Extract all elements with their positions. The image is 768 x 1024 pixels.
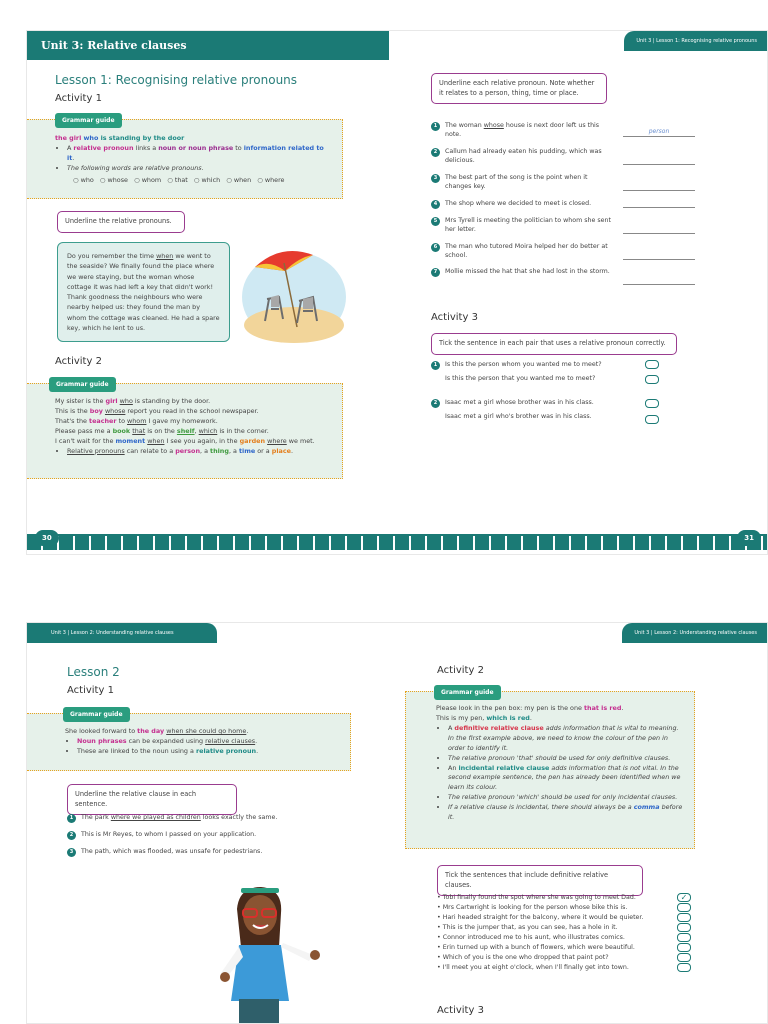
question-item: 2 Callum had already eaten his pudding, which was delicious. (431, 147, 701, 166)
pair-sentence: 1 Is this the person whom you wanted me to meet? (431, 360, 671, 374)
beach-umbrella-illustration (241, 237, 347, 343)
question-item: 5 Mrs Tyrell is meeting the politician to whom she sent her letter. (431, 216, 701, 235)
girl-character-illustration (217, 881, 337, 1024)
lesson-title: Lesson 2 (67, 665, 120, 679)
unit-title-bar: Unit 3: Relative clauses (27, 31, 389, 60)
pronoun-item: ○ where (257, 175, 285, 184)
grammar-guide-3 (27, 713, 351, 771)
definitive-tick-list (437, 893, 697, 973)
clause-sentence: 3 The path, which was flooded, was unsafe for pedestrians. (67, 847, 357, 864)
pronoun-item: ○ when (226, 175, 252, 184)
guide2-line: I can't wait for the moment when I see you again, in the garden where we met. (55, 436, 315, 445)
pronoun-item: ○ whose (99, 175, 128, 184)
tick-box[interactable]: ✓ (677, 893, 691, 902)
page-footer (27, 526, 768, 555)
tick-box[interactable] (677, 913, 691, 922)
answer-line[interactable] (623, 183, 695, 191)
tick-box[interactable] (677, 963, 691, 972)
grammar-guide-2 (27, 383, 343, 479)
pair-sentence: Isaac met a girl who's brother was in his class. (445, 413, 592, 420)
guide4-line: Please look in the pen box: my pen is the one that is red. (436, 704, 624, 712)
pronoun-item: ○ that (167, 175, 188, 184)
grammar-guide-tag: Grammar guide (63, 707, 130, 722)
spread-lesson-2 (26, 622, 768, 1024)
tick-sentence: • Hari headed straight for the balcony, where it would be quieter. (437, 914, 644, 921)
answer-line[interactable] (623, 252, 695, 260)
seaside-story-box: Do you remember the time when we went to the seaside? We finally found the place where we were staying, but the woman whose cottage it was had left a key that didn't work! Thank goodness the neighbours who were nearby helped us: they found the man by whom the cottage was cleaned. He had a spare key, which he lent to us. (57, 242, 230, 342)
grammar-guide-1 (27, 119, 343, 199)
guide4-line: This is my pen, which is red. (436, 713, 532, 722)
tick-sentence: • Which of you is the one who dropped that paint pot? (437, 954, 609, 961)
guide2-bullet: • Relative pronouns can relate to a person, a thing, a time or a place. (67, 447, 332, 457)
question-item: 4 The shop where we decided to meet is closed. (431, 199, 701, 209)
activity-2-heading: Activity 2 (437, 665, 484, 676)
pronoun-list (73, 176, 332, 186)
grammar-guide-tag: Grammar guide (55, 113, 122, 128)
tick-sentence: • I'll meet you at eight o'clock, when I'll finally get into town. (437, 964, 629, 971)
guide2-line: This is the boy whose report you read in the school newspaper. (55, 406, 259, 415)
tick-box[interactable] (677, 923, 691, 932)
pronoun-item: ○ which (193, 175, 221, 184)
answer-line[interactable] (623, 200, 695, 208)
guide-example: the girl who is standing by the door (55, 134, 185, 142)
guide4-bullet: • An incidental relative clause adds information that is not vital. In the second example sentence, the pen has already been identified when we learn its colour. (448, 764, 686, 794)
pronoun-item: ○ whom (134, 175, 162, 184)
guide2-line: Please pass me a book that is on the shelf, which is in the corner. (55, 426, 269, 435)
clause-sentence-list (67, 813, 357, 864)
spread-lesson-1 (26, 30, 768, 555)
answer-line[interactable]: person (623, 127, 695, 137)
pair-list (431, 360, 671, 426)
instruction-underline-pronouns: Underline the relative pronouns. (57, 211, 185, 233)
activity-1-heading: Activity 1 (55, 93, 102, 104)
guide-bullet-2: • The following words are relative pronouns. (67, 164, 332, 174)
activity-3-heading: Activity 3 (431, 312, 478, 323)
guide2-line: My sister is the girl who is standing by the door. (55, 397, 211, 405)
question-item: 6 The man who tutored Moira helped her do better at school. (431, 242, 701, 261)
guide4-bullet: • The relative pronoun 'which' should be used for only incidental clauses. (448, 793, 686, 803)
activity-2-heading: Activity 2 (55, 356, 102, 367)
guide4-bullet: • A definitive relative clause adds information that is vital to meaning. In the first example above, we need to know the colour of the pen in order to identify it. (448, 724, 686, 754)
left-page-header-tab: Unit 3 | Lesson 2: Understanding relative clauses (27, 623, 217, 643)
clause-sentence: 2 This is Mr Reyes, to whom I passed on your application. (67, 830, 357, 847)
guide-line: She looked forward to the day when she could go home. (65, 727, 249, 735)
answer-line[interactable] (623, 157, 695, 165)
lesson-title: Lesson 1: Recognising relative pronouns (55, 73, 298, 87)
activity-1-heading: Activity 1 (67, 685, 114, 696)
tick-box[interactable] (645, 360, 659, 369)
right-page-header-tab: Unit 3 | Lesson 1: Recognising relative pronouns (624, 31, 767, 51)
tick-sentence: • Connor introduced me to his aunt, who illustrates comics. (437, 934, 625, 941)
grammar-guide-4 (405, 691, 695, 849)
tick-box[interactable] (645, 375, 659, 384)
page-number-left: 30 (35, 530, 59, 546)
tick-sentence: • This is the jumper that, as you can see, has a hole in it. (437, 924, 618, 931)
activity-3-heading: Activity 3 (437, 1005, 484, 1016)
instruction-note-pronoun-type: Underline each relative pronoun. Note whether it relates to a person, thing, time or place. (431, 73, 607, 104)
pronoun-item: ○ who (73, 175, 94, 184)
tick-box[interactable] (677, 903, 691, 912)
tick-box[interactable] (677, 933, 691, 942)
tick-sentence: • Erin turned up with a bunch of flowers, which were beautiful. (437, 944, 635, 951)
guide4-bullet: • The relative pronoun 'that' should be used for only definitive clauses. (448, 754, 686, 764)
question-item: 3 The best part of the song is the point when it changes key. (431, 173, 701, 192)
question-item: 1 The woman whose house is next door left us this note. person (431, 121, 701, 140)
guide-bullet-1: • A relative pronoun links a noun or noun phrase to information related to it. (67, 144, 332, 164)
tick-box[interactable] (645, 415, 659, 424)
guide-bullet: • These are linked to the noun using a relative pronoun. (77, 747, 340, 757)
tick-box[interactable] (677, 943, 691, 952)
pair-sentence: Is this the person that you wanted me to meet? (445, 375, 596, 382)
answer-line[interactable] (623, 226, 695, 234)
page-number-right: 31 (737, 530, 761, 546)
guide4-bullet: • If a relative clause is incidental, there should always be a comma before it. (448, 803, 686, 823)
instruction-underline-clause: Underline the relative clause in each sentence. (67, 784, 237, 815)
right-page-header-tab: Unit 3 | Lesson 2: Understanding relative clauses (622, 623, 767, 643)
instruction-tick-correct: Tick the sentence in each pair that uses a relative pronoun correctly. (431, 333, 677, 355)
footer-stripe (27, 534, 768, 550)
answer-line[interactable] (623, 277, 695, 285)
pronoun-question-list (431, 121, 701, 284)
grammar-guide-tag: Grammar guide (434, 685, 501, 700)
tick-box[interactable] (677, 953, 691, 962)
grammar-guide-tag: Grammar guide (49, 377, 116, 392)
tick-box[interactable] (645, 399, 659, 408)
guide2-line: That's the teacher to whom I gave my homework. (55, 416, 218, 425)
clause-sentence: 1 The park where we played as children looks exactly the same. (67, 813, 357, 830)
pair-sentence: 2 Isaac met a girl whose brother was in his class. (431, 398, 671, 412)
tick-sentence: • Tobi finally found the spot where she was going to meet Dad. (437, 894, 636, 901)
instruction-tick-definitive: Tick the sentences that include definitive relative clauses. (437, 865, 643, 896)
guide-bullet: • Noun phrases can be expanded using relative clauses. (77, 737, 340, 747)
question-item: 7 Mollie missed the hat that she had lost in the storm. (431, 267, 701, 277)
tick-sentence: • Mrs Cartwright is looking for the person whose bike this is. (437, 904, 628, 911)
